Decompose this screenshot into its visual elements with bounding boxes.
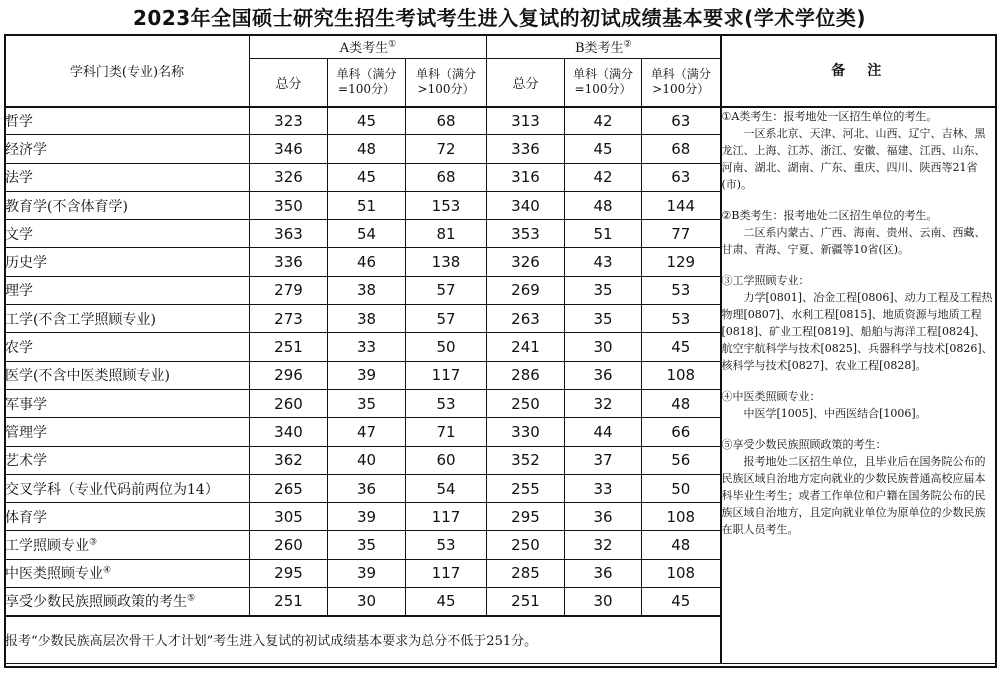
subject-header: 学科门类(专业)名称: [5, 35, 250, 107]
score-b-total: 251: [487, 588, 565, 616]
subject-name-cell: [5, 361, 250, 389]
subject-name-cell: [5, 135, 250, 163]
b-single100-line1: 单科（满分: [572, 67, 633, 82]
subject-name-cell: [5, 588, 250, 616]
b-singleover-line1: 单科（满分: [650, 67, 711, 82]
subject-name: 医学(不含中医类照顾专业): [5, 368, 170, 385]
subject-name-cell: [5, 559, 250, 587]
subject-note-mark: ⑤: [187, 593, 196, 604]
subject-name: 管理学: [5, 424, 47, 441]
score-a-s1: 54: [328, 220, 406, 248]
a-singleover-line1: 单科（满分: [415, 67, 476, 82]
score-b-total: 326: [487, 248, 565, 276]
score-b-s2: 129: [642, 248, 721, 276]
score-b-total: 336: [487, 135, 565, 163]
score-a-s1: 35: [328, 531, 406, 559]
score-b-total: 330: [487, 418, 565, 446]
a-total-header: 总分: [250, 59, 328, 107]
score-a-s1: 39: [328, 361, 406, 389]
score-a-total: 251: [250, 588, 328, 616]
group-a-mark: ①: [388, 39, 397, 50]
subject-name-cell: [5, 220, 250, 248]
score-b-s1: 36: [565, 361, 642, 389]
remark-note-heading: ④中医类照顾专业：: [721, 389, 821, 403]
score-a-total: 350: [250, 191, 328, 219]
remark-note: [722, 108, 996, 193]
score-a-s2: 71: [406, 418, 487, 446]
score-a-total: 363: [250, 220, 328, 248]
score-b-s1: 36: [565, 559, 642, 587]
a-single100-line1: 单科（满分: [336, 67, 397, 82]
score-a-s2: 60: [406, 446, 487, 474]
remark-note: [722, 388, 996, 422]
a-single100-line2: =100分）: [338, 82, 395, 97]
score-b-s1: 42: [565, 163, 642, 191]
b-single100-header: [565, 59, 642, 107]
score-b-s1: 45: [565, 135, 642, 163]
remark-note: [722, 272, 996, 374]
score-b-s1: 44: [565, 418, 642, 446]
score-b-s1: 51: [565, 220, 642, 248]
score-b-total: 340: [487, 191, 565, 219]
score-a-s1: 46: [328, 248, 406, 276]
score-b-s1: 48: [565, 191, 642, 219]
subject-name: 农学: [5, 340, 33, 357]
score-a-s1: 39: [328, 559, 406, 587]
group-b-header: [487, 35, 721, 59]
score-b-s1: 32: [565, 389, 642, 417]
score-b-s2: 108: [642, 559, 721, 587]
remark-note: [722, 436, 996, 538]
score-b-total: 250: [487, 389, 565, 417]
group-a-header: [250, 35, 487, 59]
group-b-mark: ②: [623, 39, 632, 50]
score-b-total: 250: [487, 531, 565, 559]
score-a-s2: 81: [406, 220, 487, 248]
score-b-total: 269: [487, 276, 565, 304]
score-b-s2: 144: [642, 191, 721, 219]
remark-note: [722, 207, 996, 258]
subject-name: 法学: [5, 170, 33, 187]
score-b-total: 263: [487, 305, 565, 333]
score-a-s2: 57: [406, 305, 487, 333]
score-b-total: 255: [487, 474, 565, 502]
score-b-s1: 35: [565, 276, 642, 304]
score-b-total: 352: [487, 446, 565, 474]
score-b-s2: 66: [642, 418, 721, 446]
score-a-s2: 72: [406, 135, 487, 163]
score-a-s2: 45: [406, 588, 487, 616]
remark-note-heading: ⑤享受少数民族照顾政策的考生：: [721, 437, 887, 451]
score-a-total: 340: [250, 418, 328, 446]
subject-name-cell: [5, 389, 250, 417]
subject-name-cell: [5, 191, 250, 219]
score-b-total: 241: [487, 333, 565, 361]
score-b-total: 353: [487, 220, 565, 248]
score-a-total: 295: [250, 559, 328, 587]
score-a-s2: 68: [406, 107, 487, 135]
subject-name-cell: [5, 107, 250, 135]
score-a-s2: 68: [406, 163, 487, 191]
score-b-s2: 108: [642, 361, 721, 389]
remark-note-heading: ①A类考生：报考地处一区招生单位的考生。: [721, 109, 938, 123]
group-a-label: A类考生: [339, 41, 389, 56]
score-a-s2: 117: [406, 503, 487, 531]
score-b-s1: 32: [565, 531, 642, 559]
subject-name: 军事学: [5, 396, 47, 413]
score-b-s2: 48: [642, 531, 721, 559]
subject-name-cell: [5, 446, 250, 474]
subject-name-cell: [5, 163, 250, 191]
remarks-cell: [721, 107, 996, 664]
b-total-header: 总分: [487, 59, 565, 107]
score-a-s2: 54: [406, 474, 487, 502]
subject-name: 中医类照顾专业: [5, 566, 103, 583]
score-a-total: 273: [250, 305, 328, 333]
subject-name: 理学: [5, 283, 33, 300]
score-b-s2: 53: [642, 305, 721, 333]
remarks-header: 备 注: [721, 35, 996, 107]
score-a-total: 323: [250, 107, 328, 135]
subject-name: 经济学: [5, 141, 47, 158]
score-a-s2: 153: [406, 191, 487, 219]
subject-name-cell: [5, 531, 250, 559]
score-a-total: 260: [250, 389, 328, 417]
score-a-total: 279: [250, 276, 328, 304]
score-b-s2: 48: [642, 389, 721, 417]
score-a-s1: 38: [328, 305, 406, 333]
remark-note-text: 报考地处二区招生单位，且毕业后在国务院公布的民族区域自治地方定向就业的少数民族普通高校应届本科毕业生考生；或者工作单位和户籍在国务院公布的民族区域自治地方，且定向就业单位为原单位的少数民族在职人员考生。: [721, 454, 986, 536]
subject-name-cell: [5, 503, 250, 531]
subject-name: 工学照顾专业: [5, 538, 89, 555]
score-b-total: 313: [487, 107, 565, 135]
score-b-s1: 36: [565, 503, 642, 531]
score-a-s2: 138: [406, 248, 487, 276]
score-b-s2: 63: [642, 163, 721, 191]
score-a-total: 305: [250, 503, 328, 531]
score-b-s1: 30: [565, 588, 642, 616]
subject-name: 体育学: [5, 509, 47, 526]
a-singleover-line2: >100分）: [417, 82, 475, 97]
footer-note: 报考“少数民族高层次骨干人才计划”考生进入复试的初试成绩基本要求为总分不低于251分。: [5, 616, 721, 664]
remark-note-text: 力学[0801]、冶金工程[0806]、动力工程及工程热物理[0807]、水利工程[0815]、地质资源与地质工程[0818]、矿业工程[0819]、船舶与海洋工程[0824]、航空宇航科学与技术[0825]、兵器科学与技术[0826]、核科学与技术[0827]、农业工程[0828]。: [721, 290, 993, 372]
subject-note-mark: ③: [89, 537, 98, 548]
subject-name: 享受少数民族照顾政策的考生: [5, 594, 187, 611]
score-b-s1: 37: [565, 446, 642, 474]
score-a-total: 346: [250, 135, 328, 163]
score-b-s1: 30: [565, 333, 642, 361]
subject-name-cell: [5, 305, 250, 333]
score-a-s1: 38: [328, 276, 406, 304]
score-a-total: 265: [250, 474, 328, 502]
a-singleover-header: [406, 59, 487, 107]
subject-name: 艺术学: [5, 453, 47, 470]
score-a-total: 296: [250, 361, 328, 389]
remark-note-heading: ②B类考生：报考地处二区招生单位的考生。: [721, 208, 938, 222]
score-a-s1: 33: [328, 333, 406, 361]
score-b-s2: 50: [642, 474, 721, 502]
remark-note-heading: ③工学照顾专业：: [721, 273, 810, 287]
score-a-s2: 53: [406, 531, 487, 559]
score-a-s1: 35: [328, 389, 406, 417]
score-a-s1: 39: [328, 503, 406, 531]
score-a-s1: 45: [328, 163, 406, 191]
score-b-s2: 45: [642, 588, 721, 616]
subject-note-mark: ④: [103, 565, 112, 576]
subject-name-cell: [5, 333, 250, 361]
score-a-total: 251: [250, 333, 328, 361]
score-b-s1: 33: [565, 474, 642, 502]
score-b-s1: 42: [565, 107, 642, 135]
b-single100-line2: =100分）: [574, 82, 632, 97]
page-title: 2023年全国硕士研究生招生考试考生进入复试的初试成绩基本要求(学术学位类): [133, 6, 866, 30]
score-b-s2: 45: [642, 333, 721, 361]
score-a-total: 260: [250, 531, 328, 559]
remark-note-text: 中医学[1005]、中西医结合[1006]。: [743, 406, 927, 420]
table-row: [5, 107, 996, 135]
subject-name: 历史学: [5, 255, 47, 272]
score-a-total: 336: [250, 248, 328, 276]
score-a-total: 326: [250, 163, 328, 191]
group-b-label: B类考生: [574, 41, 624, 56]
score-b-s1: 35: [565, 305, 642, 333]
subject-name: 哲学: [5, 113, 33, 130]
score-table: [4, 34, 996, 664]
score-a-s2: 53: [406, 389, 487, 417]
score-b-s2: 63: [642, 107, 721, 135]
score-a-s1: 48: [328, 135, 406, 163]
score-b-s2: 68: [642, 135, 721, 163]
remark-note-text: 二区系内蒙古、广西、海南、贵州、云南、西藏、甘肃、青海、宁夏、新疆等10省(区)。: [721, 225, 986, 256]
score-a-s2: 57: [406, 276, 487, 304]
subject-name: 交叉学科（专业代码前两位为14）: [5, 481, 219, 498]
score-b-total: 295: [487, 503, 565, 531]
remark-note-text: 一区系北京、天津、河北、山西、辽宁、吉林、黑龙江、上海、江苏、浙江、安徽、福建、江西、山东、河南、湖北、湖南、广东、重庆、四川、陕西等21省(市)。: [721, 126, 986, 191]
subject-name-cell: [5, 248, 250, 276]
score-a-s2: 117: [406, 361, 487, 389]
b-singleover-line2: >100分）: [652, 82, 710, 97]
score-a-total: 362: [250, 446, 328, 474]
subject-name-cell: [5, 474, 250, 502]
b-singleover-header: [642, 59, 721, 107]
score-b-s1: 43: [565, 248, 642, 276]
score-b-s2: 56: [642, 446, 721, 474]
score-b-s2: 108: [642, 503, 721, 531]
score-b-s2: 53: [642, 276, 721, 304]
score-a-s1: 47: [328, 418, 406, 446]
score-table-body: [5, 107, 996, 664]
score-b-s2: 77: [642, 220, 721, 248]
score-b-total: 286: [487, 361, 565, 389]
subject-name-cell: [5, 418, 250, 446]
score-a-s2: 50: [406, 333, 487, 361]
score-a-s1: 36: [328, 474, 406, 502]
subject-name: 教育学(不含体育学): [5, 198, 128, 215]
score-a-s1: 30: [328, 588, 406, 616]
a-single100-header: [328, 59, 406, 107]
score-a-s2: 117: [406, 559, 487, 587]
score-b-total: 285: [487, 559, 565, 587]
score-a-s1: 40: [328, 446, 406, 474]
subject-name: 文学: [5, 226, 33, 243]
score-a-s1: 45: [328, 107, 406, 135]
subject-name-cell: [5, 276, 250, 304]
score-a-s1: 51: [328, 191, 406, 219]
subject-name: 工学(不含工学照顾专业): [5, 311, 156, 328]
score-b-total: 316: [487, 163, 565, 191]
